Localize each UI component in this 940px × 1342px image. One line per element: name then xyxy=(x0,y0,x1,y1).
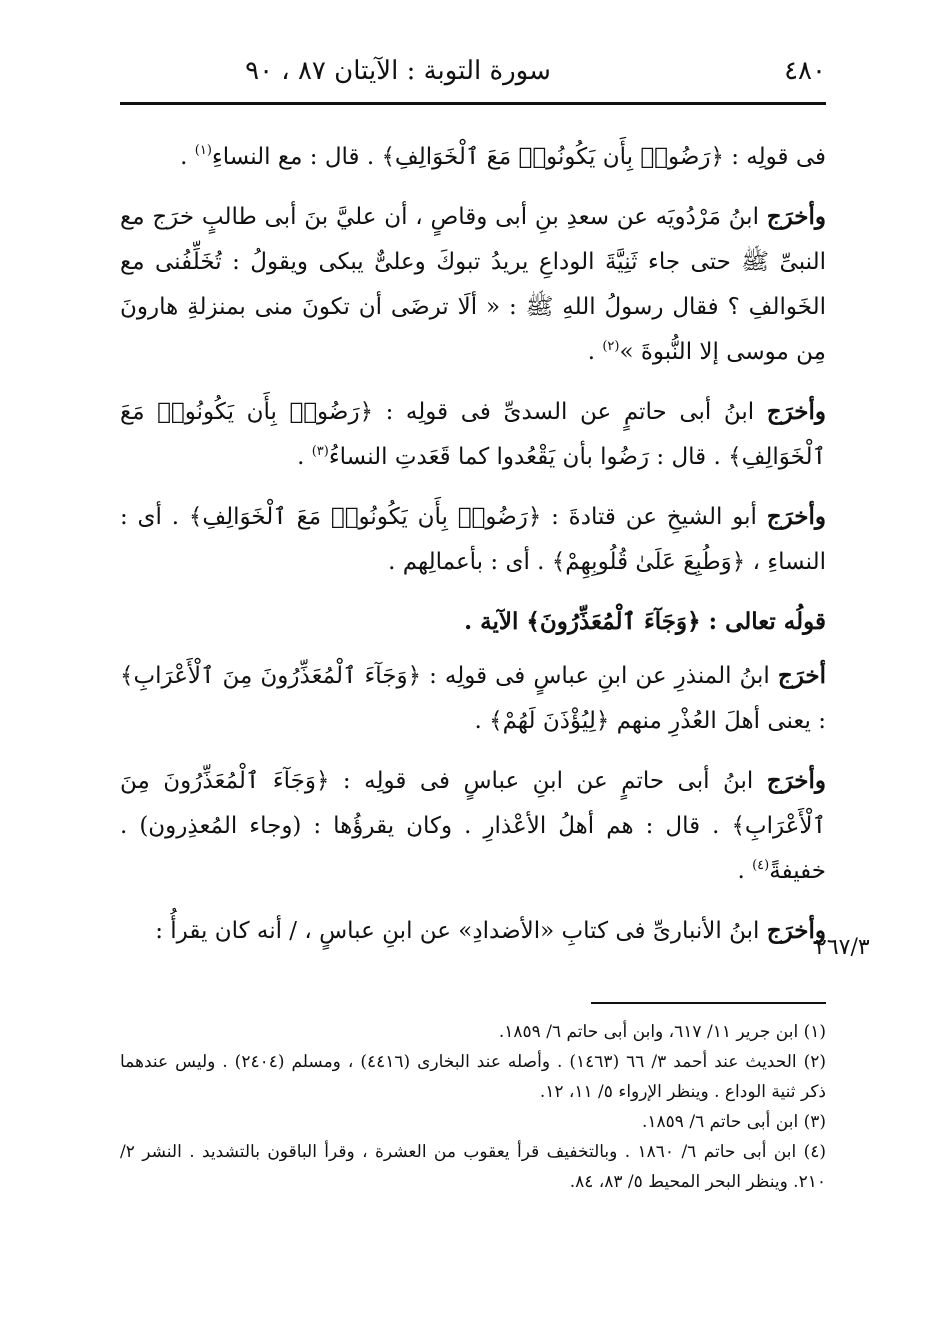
running-title: سورة التوبة : الآيتان ٨٧ ، ٩٠ xyxy=(245,56,551,86)
footnote-3: (٣) ابن أبى حاتم ٦/ ١٨٥٩. xyxy=(641,1112,826,1132)
margin-reference: ٢٦٧/٣ xyxy=(815,935,870,960)
footnote-2: (٢) الحديث عند أحمد ٣/ ٦٦ (١٤٦٣) . وأصله عند البخارى (٤٤١٦) ، ومسلم (٢٤٠٤) . وليس عندهما ذكر ثنية الوداع . وينظر الإرواء ٥/ ١١، ١٢. xyxy=(120,1052,826,1102)
paragraph-lead: وأخرَج xyxy=(766,767,826,794)
footnotes xyxy=(120,1017,826,1197)
paragraph-lead: وأخرَج xyxy=(766,203,826,230)
footnote-1: (١) ابن جرير ١١/ ٦١٧، وابن أبى حاتم ٦/ ١٨٥٩. xyxy=(498,1022,826,1042)
paragraph-text: ابنُ الأنبارىِّ فى كتابِ «الأضدادِ» عن ابنِ عباسٍ ، / أنه كان يقرأُ : xyxy=(155,918,767,944)
paragraph-4 xyxy=(120,494,826,585)
paragraph-lead: أخرَج xyxy=(777,662,826,689)
page-number: ٤٨٠ xyxy=(784,56,826,86)
paragraph-text: أبو الشيخِ عن قتادةَ : ﴿رَضُوا۟ بِأَن يَكُونُوا۟ مَعَ ٱلْخَوَالِفِ﴾ . أى : النساءِ ، ﴿وَطُبِعَ عَلَىٰ قُلُوبِهِمْ﴾ . أى : بأعمالِهم . xyxy=(120,504,826,575)
footnote-4: (٤) ابن أبى حاتم ٦/ ١٨٦٠ . وبالتخفيف قرأ يعقوب من العشرة ، وقرأ الباقون بالتشديد . النشر ٢/ ٢١٠. وينظر البحر المحيط ٥/ ٨٣، ٨٤. xyxy=(120,1142,826,1192)
paragraph-text: ابنُ أبى حاتمٍ عن ابنِ عباسٍ فى قولِه : ﴿وَجَآءَ ٱلْمُعَذِّرُونَ مِنَ ٱلْأَعْرَابِ﴾ . قال : هم أهلُ الأعْذارِ . وكان يقرؤُها : (وجاء المُعذِرون) . خفيفةً xyxy=(120,768,826,884)
header-rule xyxy=(120,102,826,105)
paragraph-text: ابنُ المنذرِ عن ابنِ عباسٍ فى قولِه : ﴿وَجَآءَ ٱلْمُعَذِّرُونَ مِنَ ٱلْأَعْرَابِ﴾ : يعنى أهلَ العُذْرِ منهم ﴿لِيُؤْذَنَ لَهُمْ﴾ . xyxy=(120,663,826,734)
paragraph-2 xyxy=(120,194,826,375)
paragraph-6 xyxy=(120,653,826,744)
heading-text: ﴿وَجَآءَ ٱلْمُعَذِّرُونَ﴾ الآية . xyxy=(464,608,709,635)
footnote-marker[interactable]: (١) xyxy=(194,143,212,158)
paragraph-tail: . xyxy=(180,144,195,170)
paragraph-7 xyxy=(120,758,826,894)
paragraph-text: فى قولِه : ﴿رَضُوا۟ بِأَن يَكُونُوا۟ مَعَ ٱلْخَوَالِفِ﴾ . قال : مع النساءِ xyxy=(211,144,826,170)
paragraph-lead: وأخرَج xyxy=(766,503,826,530)
page-header xyxy=(120,56,826,96)
paragraph-lead: وأخرَج xyxy=(766,917,826,944)
paragraph-8 xyxy=(120,908,826,954)
section-heading xyxy=(120,599,826,645)
footnote-marker[interactable]: (٢) xyxy=(602,339,620,354)
footnote-rule xyxy=(591,1002,826,1004)
heading-lead: قولُه تعالى : xyxy=(708,608,826,635)
paragraph-text: ابنُ أبى حاتمٍ عن السدىِّ فى قولِه : ﴿رَضُوا۟ بِأَن يَكُونُوا۟ مَعَ ٱلْخَوَالِفِ﴾ . قال : رَضُوا بأن يَقْعُدوا كما قَعَدتِ النساءُ xyxy=(120,399,826,470)
footnote-marker[interactable]: (٣) xyxy=(311,444,329,459)
paragraph-1 xyxy=(120,134,826,180)
paragraph-tail: . xyxy=(737,858,753,884)
paragraph-3 xyxy=(120,389,826,480)
paragraph-lead: وأخرَج xyxy=(766,398,826,425)
footnote-marker[interactable]: (٤) xyxy=(752,858,770,873)
paragraph-tail: . xyxy=(297,444,312,470)
paragraph-tail: . xyxy=(587,339,603,365)
main-text xyxy=(120,134,826,968)
paragraph-text: ابنُ مَرْدُويَه عن سعدِ بنِ أبى وقاصٍ ، أن عليَّ بنَ أبى طالبٍ خرَج مع النبىِّ ﷺ حتى جاء ثَنِيَّةَ الوداعِ يريدُ تبوكَ وعلىٌّ يبكى ويقولُ : تُخَلِّفُنى مع الخَوالفِ ؟ فقال رسولُ اللهِ ﷺ : « ألَا ترضَى أن تكونَ منى بمنزلةِ هارونَ مِن موسى إلا النُّبوةَ » xyxy=(120,204,826,365)
